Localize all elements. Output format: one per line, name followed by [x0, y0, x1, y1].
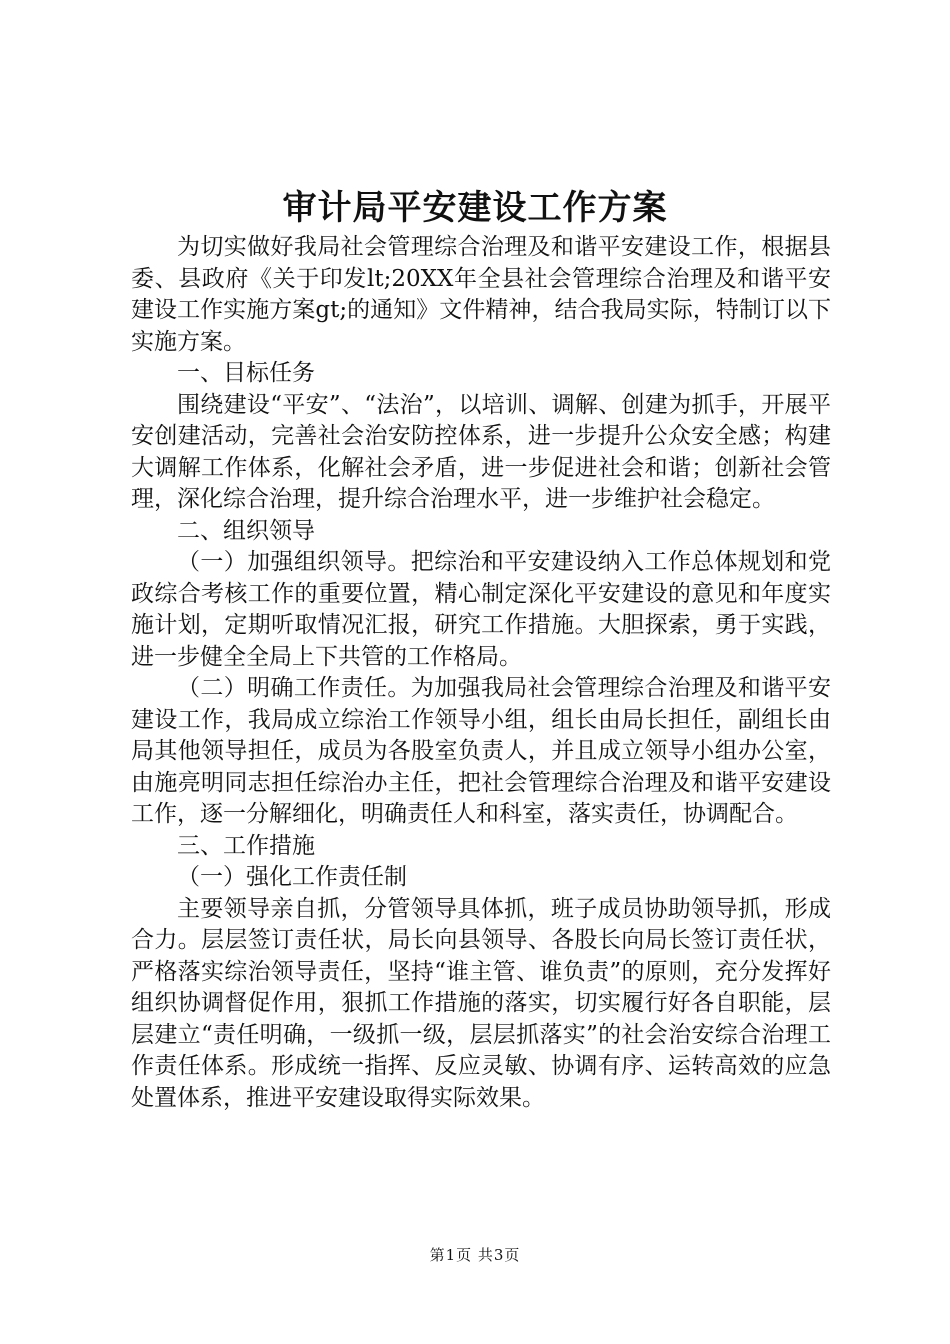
measures-paragraph: 主要领导亲自抓，分管领导具体抓，班子成员协助领导抓，形成合力。层层签订责任状，局长向县领导、各股长向局长签订责任状，严格落实综治领导责任，坚持“谁主管、谁负责”的原则，充分发挥好组织协调督促作用，狠抓工作措施的落实，切实履行好各自职能，层层建立“责任明确，一级抓一级，层层抓落实”的社会治安综合治理工作责任体系。形成统一指挥、反应灵敏、协调有序、运转高效的应急处置体系，推进平安建设取得实际效果。 — [131, 895, 831, 1111]
document-body — [131, 232, 831, 1114]
page-number-footer: 第1页 共3页 — [429, 1246, 521, 1264]
intro-paragraph: 为切实做好我局社会管理综合治理及和谐平安建设工作，根据县委、县政府《关于印发lt;20XX年全县社会管理综合治理及和谐平安建设工作实施方案gt;的通知》文件精神，结合我局实际，特制订以下实施方案。 — [131, 234, 831, 355]
section-heading-measures: 三、工作措施 — [177, 832, 315, 859]
subsection-heading-responsibility: （一）强化工作责任制 — [177, 864, 407, 890]
section-heading-organization: 二、组织领导 — [177, 517, 315, 544]
document-title: 审计局平安建设工作方案 — [282, 188, 668, 228]
section-heading-goals: 一、目标任务 — [177, 360, 315, 386]
goals-paragraph: 围绕建设“平安”、“法治”，以培训、调解、创建为抓手，开展平安创建活动，完善社会治安防控体系，进一步提升公众安全感；构建大调解工作体系，化解社会矛盾，进一步促进社会和谐；创新社会管理，深化综合治理，提升综合治理水平，进一步维护社会稳定。 — [131, 391, 831, 512]
organization-paragraph-1: （一）加强组织领导。把综治和平安建设纳入工作总体规划和党政综合考核工作的重要位置，精心制定深化平安建设的意见和年度实施计划，定期听取情况汇报，研究工作措施。大胆探索，勇于实践，进一步健全全局上下共管的工作格局。 — [131, 549, 831, 670]
organization-paragraph-2: （二）明确工作责任。为加强我局社会管理综合治理及和谐平安建设工作，我局成立综治工作领导小组，组长由局长担任，副组长由局其他领导担任，成员为各股室负责人，并且成立领导小组办公室，由施亮明同志担任综治办主任，把社会管理综合治理及和谐平安建设工作，逐一分解细化，明确责任人和科室，落实责任，协调配合。 — [131, 675, 831, 827]
